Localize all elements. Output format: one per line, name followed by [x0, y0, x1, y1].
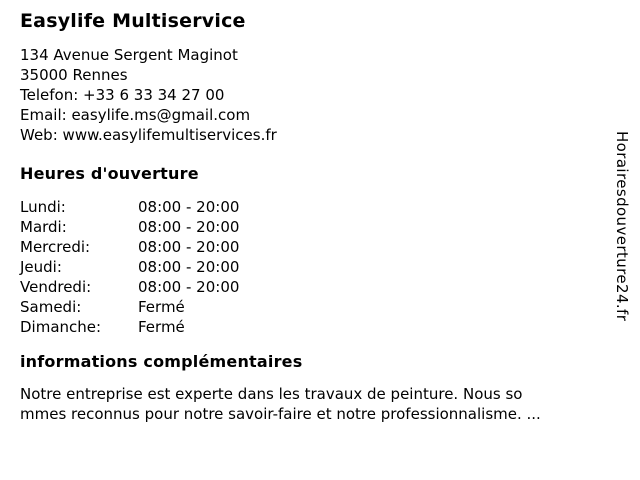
page-title: Easylife Multiservice	[20, 10, 246, 32]
hours-heading: Heures d'ouverture	[20, 164, 199, 183]
web-value: www.easylifemultiservices.fr	[62, 126, 277, 144]
email-label: Email:	[20, 106, 67, 124]
hours-row-saturday	[20, 297, 640, 317]
day-label: Dimanche:	[20, 318, 102, 336]
hours-table	[20, 197, 640, 337]
web-line	[20, 125, 640, 145]
day-label: Samedi:	[20, 298, 82, 316]
additional-info-text	[20, 384, 640, 424]
hours-row-thursday	[20, 257, 640, 277]
email-value: easylife.ms@gmail.com	[71, 106, 251, 124]
hours-row-monday	[20, 197, 640, 217]
additional-info-heading: informations complémentaires	[20, 352, 303, 371]
day-hours: Fermé	[138, 318, 185, 336]
info-line-1: Notre entreprise est experte dans les travaux de peinture. Nous so	[20, 385, 523, 403]
phone-label: Telefon:	[20, 86, 79, 104]
day-label: Lundi:	[20, 198, 66, 216]
hours-row-tuesday	[20, 217, 640, 237]
day-hours: 08:00 - 20:00	[138, 198, 240, 216]
contact-block	[20, 45, 640, 145]
info-line-2: mmes reconnus pour notre savoir-faire et notre professionnalisme. ...	[20, 405, 541, 423]
web-label: Web:	[20, 126, 58, 144]
day-label: Jeudi:	[20, 258, 62, 276]
address-line1: 134 Avenue Sergent Maginot	[20, 46, 238, 64]
phone-value: +33 6 33 34 27 00	[83, 86, 225, 104]
day-hours: Fermé	[138, 298, 185, 316]
day-hours: 08:00 - 20:00	[138, 238, 240, 256]
watermark-site-name: Horairesdouverture24.fr	[613, 131, 631, 322]
day-hours: 08:00 - 20:00	[138, 278, 240, 296]
address-line2: 35000 Rennes	[20, 66, 128, 84]
hours-row-wednesday	[20, 237, 640, 257]
day-label: Vendredi:	[20, 278, 92, 296]
day-hours: 08:00 - 20:00	[138, 218, 240, 236]
day-hours: 08:00 - 20:00	[138, 258, 240, 276]
hours-row-friday	[20, 277, 640, 297]
email-line	[20, 105, 640, 125]
phone-line	[20, 85, 640, 105]
hours-row-sunday	[20, 317, 640, 337]
day-label: Mardi:	[20, 218, 67, 236]
day-label: Mercredi:	[20, 238, 91, 256]
